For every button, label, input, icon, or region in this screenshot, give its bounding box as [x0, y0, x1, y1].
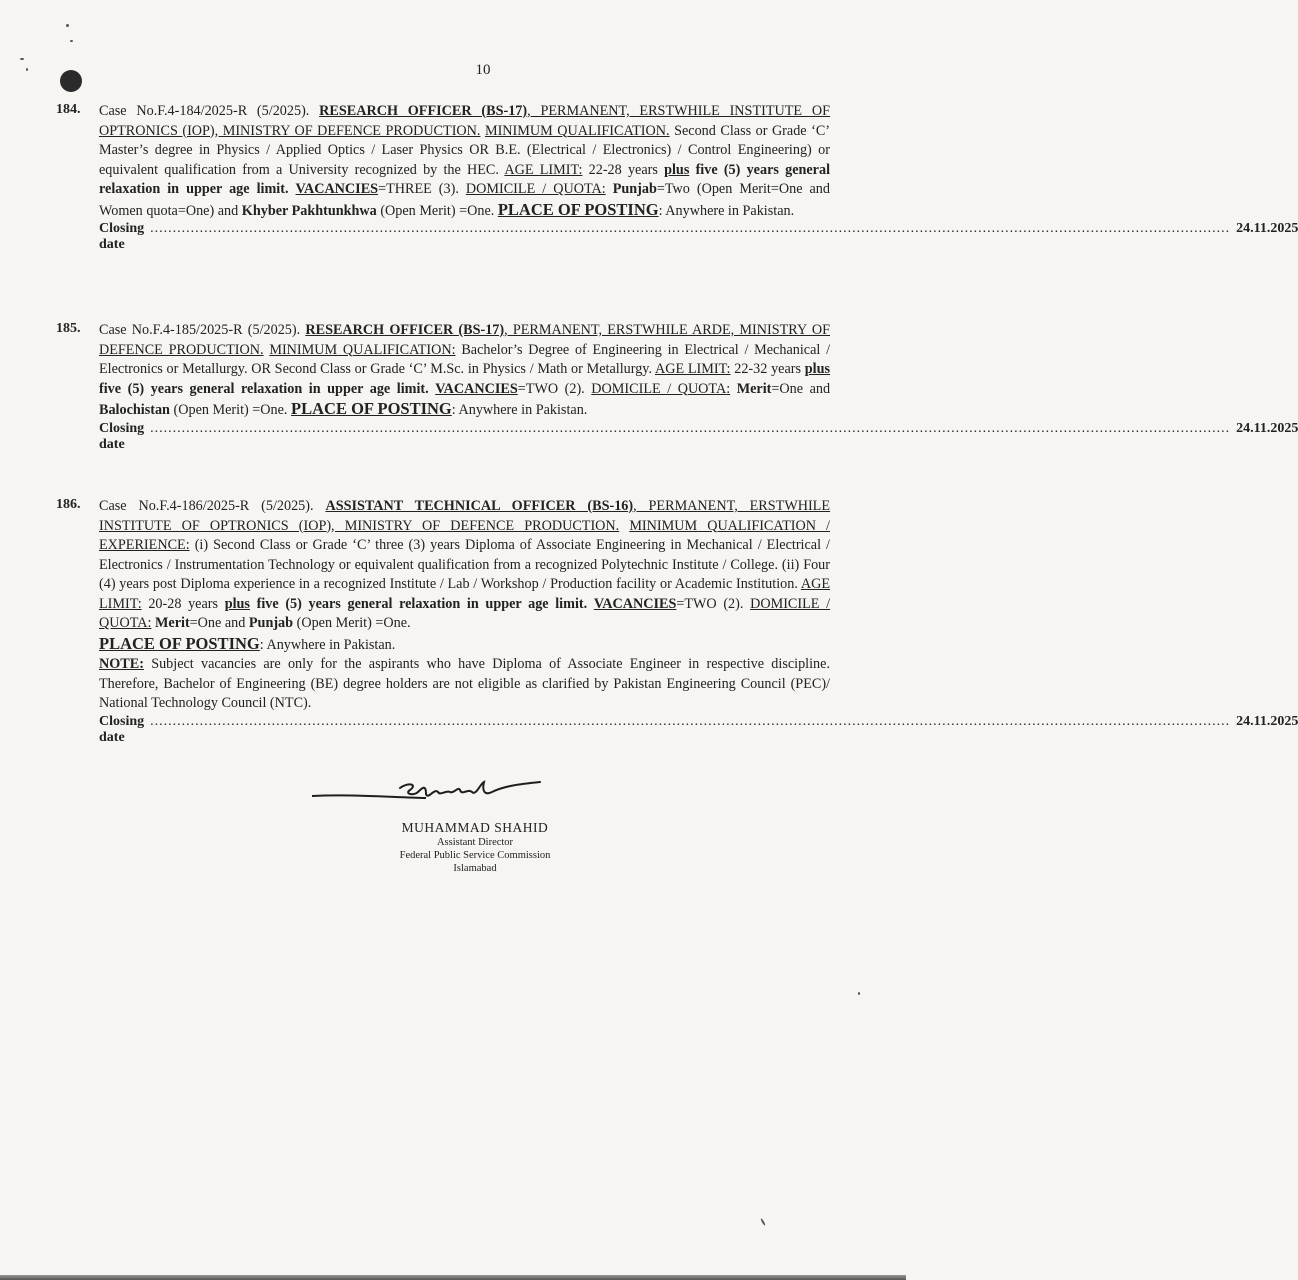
- entry-text: Case No.F.4-184/2025-R (5/2025). RESEARCH OFFICER (BS-17), PERMANENT, ERSTWHILE INSTITUTE OF OPTRONICS (IOP), MINISTRY OF DEFENCE PRODUCTION. MINIMUM QUALIFICATION. Second Class or Grade ‘C’ Master’s degree in Physics / Applied Optics / Laser Physics OR B.E. (Electrical / Electronics) / Control Engineering) or equivalent qualification from a University recognized by the HEC. AGE LIMIT: 22-28 years plus five (5) years general relaxation in upper age limit. VACANCIES=THREE (3). DOMICILE / QUOTA: Punjab=Two (Open Merit=One and Women quota=One) and Khyber Pakhtunkhwa (Open Merit) =One. PLACE OF POSTING: Anywhere in Pakistan.: [99, 103, 831, 219]
- vacancy-entry-186: [56, 497, 1298, 746]
- signatory-title: Assistant Director: [436, 837, 514, 848]
- entry-text: Case No.F.4-186/2025-R (5/2025). ASSISTANT TECHNICAL OFFICER (BS-16), PERMANENT, ERSTWHILE INSTITUTE OF OPTRONICS (IOP), MINISTRY OF DEFENCE PRODUCTION. MINIMUM QUALIFICATION / EXPERIENCE: (i) Second Class or Grade ‘C’ three (3) years Diploma of Associate Engineering in Mechanical / Electrical / Electronics / Instrumentation Technology or equivalent qualification from a recognized Polytechnic Institute / College. (ii) Four (4) years post Diploma experience in a recognized Institute / Lab / Workshop / Production facility or Academic Institution. AGE LIMIT: 20-28 years plus five (5) years general relaxation in upper age limit. VACANCIES=TWO (2). DOMICILE / QUOTA: Merit=One and Punjab (Open Merit) =One. PLACE OF POSTING: Anywhere in Pakistan. NOTE: Subject vacancies are only for the aspirants who have Diploma of Associate Engineer in respective discipline. Therefore, Bachelor of Engineering (BE) degree holders are not eligible as clarified by Pakistan Engineering Council (PEC)/ National Technology Council (NTC).: [99, 498, 831, 711]
- handwritten-signature: [308, 780, 568, 828]
- entry-text: Case No.F.4-185/2025-R (5/2025). RESEARCH OFFICER (BS-17), PERMANENT, ERSTWHILE ARDE, MINISTRY OF DEFENCE PRODUCTION. MINIMUM QUALIFICATION: Bachelor’s Degree of Engineering in Electrical / Mechanical / Electronics or Metallurgy. OR Second Class or Grade ‘C’ M.Sc. in Physics / Math or Metallurgy. AGE LIMIT: 22-32 years plus five (5) years general relaxation in upper age limit. VACANCIES=TWO (2). DOMICILE / QUOTA: Merit=One and Balochistan (Open Merit) =One. PLACE OF POSTING: Anywhere in Pakistan.: [99, 322, 831, 418]
- signatory-city: Islamabad: [453, 863, 497, 874]
- signatory-name: MUHAMMAD SHAHID: [401, 820, 549, 835]
- entry-number: 186.: [56, 497, 81, 512]
- vacancy-entry-184: [56, 102, 1298, 253]
- signatory-organization: Federal Public Service Commission: [399, 850, 551, 861]
- closing-date-row: Closing date ................................................................................................................................................................................................................................................ 24.11.2025: [99, 420, 1298, 452]
- closing-date-row: Closing date ................................................................................................................................................................................................................................................ 24.11.2025: [99, 221, 1298, 252]
- post-title: RESEARCH OFFICER (BS-17): [319, 103, 528, 119]
- vacancy-entry-185: [56, 321, 1298, 453]
- note-text: Subject vacancies are only for the aspirants who have Diploma of Associate Engineer in respective discipline. Therefore, Bachelor of Engineering (BE) degree holders are not eligible as clarified by Pakistan Engineering Council (PEC)/ National Technology Council (NTC).: [99, 656, 830, 711]
- page-bottom-edge: [0, 1275, 906, 1280]
- entry-number: 185.: [56, 321, 81, 336]
- note-label: NOTE:: [99, 656, 144, 672]
- post-title: RESEARCH OFFICER (BS-17): [305, 322, 505, 338]
- closing-date-row: Closing date ................................................................................................................................................................................................................................................ 24.11.2025: [99, 713, 1298, 745]
- page-number: 10: [475, 62, 491, 78]
- signature-block: [370, 780, 580, 875]
- entry-number: 184.: [56, 102, 81, 117]
- post-title: ASSISTANT TECHNICAL OFFICER (BS-16): [325, 498, 634, 514]
